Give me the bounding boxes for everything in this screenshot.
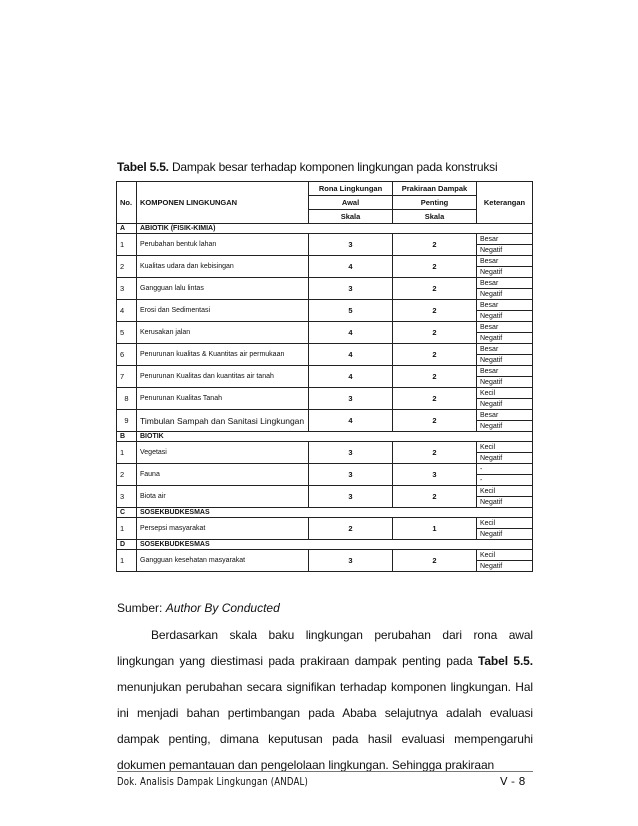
row-skala-penting: 2 [393, 322, 477, 344]
row-keterangan-magnitude: Besar [477, 234, 533, 245]
row-keterangan-magnitude: Besar [477, 366, 533, 377]
row-component-name: Perubahan bentuk lahan [137, 234, 309, 256]
row-skala-awal: 3 [309, 464, 393, 486]
table-row [117, 300, 533, 311]
row-no: 1 [117, 550, 137, 572]
row-keterangan-nature: Negatif [477, 311, 533, 322]
section-row [117, 508, 533, 518]
impact-table-body [117, 182, 533, 572]
section-code: C [117, 508, 137, 518]
table-row [117, 410, 533, 421]
row-keterangan-magnitude: Kecil [477, 486, 533, 497]
row-keterangan-nature: Negatif [477, 267, 533, 278]
row-skala-penting: 2 [393, 486, 477, 508]
header-komponen: KOMPONEN LINGKUNGAN [137, 182, 309, 224]
row-component-name: Kualitas udara dan kebisingan [137, 256, 309, 278]
row-skala-penting: 2 [393, 256, 477, 278]
header-row-1 [117, 182, 533, 196]
row-no: 5 [117, 322, 137, 344]
header-keterangan: Keterangan [477, 182, 533, 224]
row-skala-awal: 4 [309, 344, 393, 366]
table-row [117, 518, 533, 529]
row-component-name: Timbulan Sampah dan Sanitasi Lingkungan [137, 410, 309, 432]
row-keterangan-magnitude: Besar [477, 410, 533, 421]
table-row [117, 550, 533, 561]
row-component-name: Penurunan kualitas & Kuantitas air permukaan [137, 344, 309, 366]
row-keterangan-nature: Negatif [477, 399, 533, 410]
row-keterangan-nature: Negatif [477, 245, 533, 256]
table-row [117, 344, 533, 355]
row-keterangan-magnitude: Kecil [477, 442, 533, 453]
row-no: 2 [117, 256, 137, 278]
row-no: 8 [117, 388, 137, 410]
section-title: SOSEKBUDKESMAS [137, 540, 533, 550]
impact-table [116, 181, 533, 572]
row-no: 1 [117, 442, 137, 464]
section-title: ABIOTIK (FISIK-KIMIA) [137, 224, 533, 234]
header-penting: Penting [393, 196, 477, 210]
row-keterangan-magnitude: Besar [477, 278, 533, 289]
row-skala-penting: 2 [393, 278, 477, 300]
row-component-name: Biota air [137, 486, 309, 508]
row-keterangan-magnitude: Kecil [477, 550, 533, 561]
row-skala-penting: 2 [393, 388, 477, 410]
table-caption-label: Tabel 5.5. [117, 160, 169, 174]
row-skala-penting: 2 [393, 410, 477, 432]
section-title: BIOTIK [137, 432, 533, 442]
row-keterangan-magnitude: - [477, 464, 533, 475]
table-row [117, 366, 533, 377]
row-keterangan-nature: Negatif [477, 497, 533, 508]
row-skala-awal: 3 [309, 486, 393, 508]
header-no: No. [117, 182, 137, 224]
table-caption-text: Dampak besar terhadap komponen lingkungan pada konstruksi [168, 160, 498, 174]
row-keterangan-magnitude: Kecil [477, 518, 533, 529]
row-skala-penting: 2 [393, 366, 477, 388]
row-skala-penting: 3 [393, 464, 477, 486]
paragraph-table-ref: Tabel 5.5. [477, 654, 533, 668]
row-no: 4 [117, 300, 137, 322]
row-no: 3 [117, 278, 137, 300]
row-keterangan-nature: - [477, 475, 533, 486]
row-skala-penting: 2 [393, 442, 477, 464]
source-label: Sumber: [117, 601, 166, 615]
row-keterangan-magnitude: Besar [477, 344, 533, 355]
row-no: 9 [117, 410, 137, 432]
row-component-name: Penurunan Kualitas Tanah [137, 388, 309, 410]
paragraph-part2: menunjukan perubahan secara signifikan terhadap komponen lingkungan. Hal ini menjadi bahan pertimbangan pada Ababa selajutnya adalah evaluasi dampak penting, dimana keputusan pada hasil evaluasi mempengaruhi dokumen pemantauan dan pengelolaan lingkungan. Sehingga prakiraan [117, 680, 533, 772]
section-code: A [117, 224, 137, 234]
row-keterangan-nature: Negatif [477, 333, 533, 344]
header-skala-awal: Skala [309, 210, 393, 224]
row-component-name: Gangguan kesehatan masyarakat [137, 550, 309, 572]
table-row [117, 278, 533, 289]
table-row [117, 256, 533, 267]
table-row [117, 442, 533, 453]
section-row [117, 432, 533, 442]
row-component-name: Fauna [137, 464, 309, 486]
row-skala-penting: 2 [393, 234, 477, 256]
row-no: 1 [117, 518, 137, 540]
header-skala-penting: Skala [393, 210, 477, 224]
section-code: D [117, 540, 137, 550]
paragraph-part1: Berdasarkan skala baku lingkungan perubahan dari rona awal lingkungan yang diestimasi pada prakiraan dampak penting pada [117, 628, 533, 668]
row-component-name: Gangguan lalu lintas [137, 278, 309, 300]
section-row [117, 540, 533, 550]
row-skala-awal: 4 [309, 256, 393, 278]
row-keterangan-nature: Negatif [477, 421, 533, 432]
row-keterangan-magnitude: Besar [477, 322, 533, 333]
row-skala-awal: 3 [309, 278, 393, 300]
row-no: 1 [117, 234, 137, 256]
row-skala-penting: 2 [393, 550, 477, 572]
row-component-name: Erosi dan Sedimentasi [137, 300, 309, 322]
row-skala-awal: 3 [309, 550, 393, 572]
row-keterangan-magnitude: Besar [477, 300, 533, 311]
body-paragraph [117, 622, 533, 778]
row-no: 7 [117, 366, 137, 388]
table-row [117, 388, 533, 399]
row-keterangan-nature: Negatif [477, 453, 533, 464]
row-skala-penting: 2 [393, 300, 477, 322]
header-rona: Rona Lingkungan [309, 182, 393, 196]
row-component-name: Kerusakan jalan [137, 322, 309, 344]
row-skala-awal: 5 [309, 300, 393, 322]
table-row [117, 464, 533, 475]
row-no: 6 [117, 344, 137, 366]
footer-divider [117, 771, 533, 772]
source-note [117, 601, 280, 615]
row-skala-awal: 3 [309, 388, 393, 410]
row-skala-awal: 3 [309, 234, 393, 256]
row-component-name: Vegetasi [137, 442, 309, 464]
row-skala-awal: 2 [309, 518, 393, 540]
row-keterangan-magnitude: Besar [477, 256, 533, 267]
section-row [117, 224, 533, 234]
row-keterangan-nature: Negatif [477, 529, 533, 540]
footer-page-number: V - 8 [500, 775, 526, 788]
source-value: Author By Conducted [165, 601, 280, 615]
table-row [117, 322, 533, 333]
row-keterangan-nature: Negatif [477, 355, 533, 366]
header-prakiraan: Prakiraan Dampak [393, 182, 477, 196]
row-skala-awal: 3 [309, 442, 393, 464]
table-row [117, 234, 533, 245]
section-code: B [117, 432, 137, 442]
row-component-name: Persepsi masyarakat [137, 518, 309, 540]
row-skala-awal: 4 [309, 410, 393, 432]
row-no: 2 [117, 464, 137, 486]
row-skala-penting: 1 [393, 518, 477, 540]
table-caption [117, 160, 497, 174]
row-keterangan-nature: Negatif [477, 377, 533, 388]
row-no: 3 [117, 486, 137, 508]
table-row [117, 486, 533, 497]
row-keterangan-nature: Negatif [477, 561, 533, 572]
row-component-name: Penurunan Kualitas dan kuantitas air tanah [137, 366, 309, 388]
row-keterangan-nature: Negatif [477, 289, 533, 300]
header-awal: Awal [309, 196, 393, 210]
row-skala-awal: 4 [309, 322, 393, 344]
section-title: SOSEKBUDKESMAS [137, 508, 533, 518]
row-skala-awal: 4 [309, 366, 393, 388]
footer-document-title: Dok. Analisis Dampak Lingkungan (ANDAL) [117, 775, 308, 788]
row-skala-penting: 2 [393, 344, 477, 366]
row-keterangan-magnitude: Kecil [477, 388, 533, 399]
